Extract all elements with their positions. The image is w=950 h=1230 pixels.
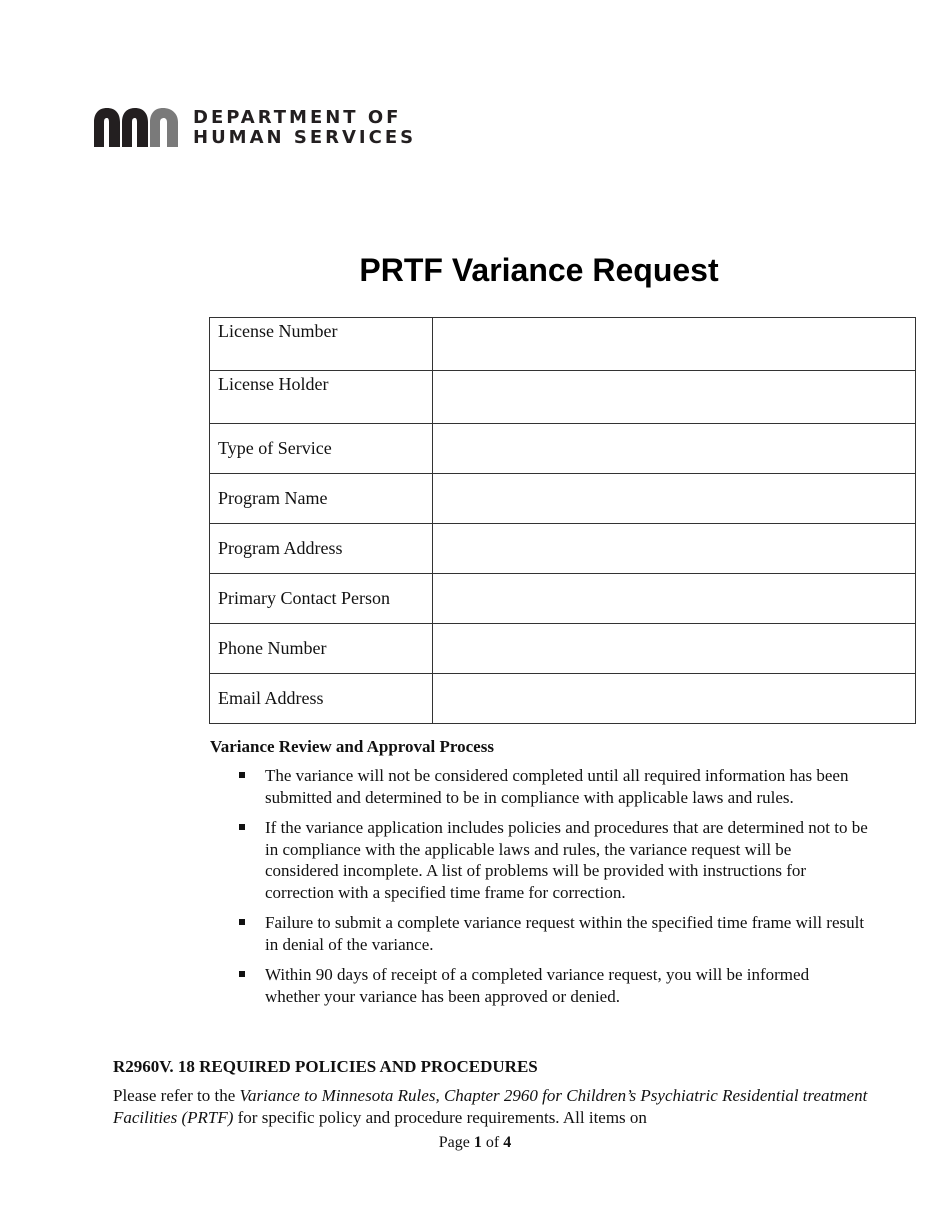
bullet-square-icon: [239, 971, 245, 977]
logo-line-2: HUMAN SERVICES: [193, 127, 417, 148]
field-label: License Holder: [210, 371, 433, 424]
table-row: [210, 574, 916, 624]
primary-contact-field[interactable]: [433, 574, 916, 624]
dhs-logo: [93, 108, 416, 148]
table-row: [210, 318, 916, 371]
license-holder-field[interactable]: [433, 371, 916, 424]
mn-logo-icon: [93, 108, 179, 148]
field-label: License Number: [210, 318, 433, 371]
table-row: [210, 524, 916, 574]
page-word: Page: [438, 1134, 470, 1151]
license-number-field[interactable]: [433, 318, 916, 371]
policies-heading: R2960V. 18 REQUIRED POLICIES AND PROCEDURES: [113, 1057, 538, 1076]
bullet-text: Failure to submit a complete variance request within the specified time frame will result in denial of the variance.: [265, 913, 865, 954]
policies-paragraph: [113, 1085, 873, 1129]
page-title: PRTF Variance Request: [359, 252, 719, 288]
applicant-info-table: [209, 317, 916, 724]
bullet-square-icon: [239, 824, 245, 830]
review-bullet-list: [238, 765, 868, 1016]
para-suffix: for specific policy and procedure requirements. All items on: [233, 1108, 647, 1127]
para-prefix: Please refer to the: [113, 1086, 240, 1105]
bullet-text: The variance will not be considered completed until all required information has been submitted and determined to be in compliance with applicable laws and rules.: [265, 766, 849, 807]
field-label: Phone Number: [210, 624, 433, 674]
logo-text: [193, 108, 416, 148]
table-row: [210, 624, 916, 674]
field-label: Program Address: [210, 524, 433, 574]
bullet-text: Within 90 days of receipt of a completed variance request, you will be informed whether your variance has been approved or denied.: [265, 965, 810, 1006]
program-address-field[interactable]: [433, 524, 916, 574]
bullet-square-icon: [239, 772, 245, 778]
bullet-text: If the variance application includes policies and procedures that are determined not to be in compliance with the applicable laws and rules, the variance request will be considered incomplete. A list of problems will be provided with instructions for correction with a specified time frame for correction.: [265, 818, 868, 902]
list-item: [238, 765, 868, 808]
type-of-service-field[interactable]: [433, 424, 916, 474]
field-label: Type of Service: [210, 424, 433, 474]
table-row: [210, 424, 916, 474]
list-item: [238, 964, 868, 1007]
program-name-field[interactable]: [433, 474, 916, 524]
current-page: 1: [473, 1134, 482, 1151]
table-row: [210, 474, 916, 524]
total-pages: 4: [503, 1134, 512, 1151]
review-heading: Variance Review and Approval Process: [210, 737, 494, 756]
table-row: [210, 371, 916, 424]
table-row: [210, 674, 916, 724]
bullet-square-icon: [239, 919, 245, 925]
list-item: [238, 817, 868, 903]
of-word: of: [485, 1134, 500, 1151]
phone-number-field[interactable]: [433, 624, 916, 674]
logo-line-1: DEPARTMENT OF: [193, 107, 402, 128]
email-address-field[interactable]: [433, 674, 916, 724]
field-label: Email Address: [210, 674, 433, 724]
para-italic-reference: Variance to Minnesota Rules, Chapter 2960 for Children’s Psychiatric Residential treatment Facilities (PRTF): [113, 1086, 868, 1127]
field-label: Program Name: [210, 474, 433, 524]
field-label: Primary Contact Person: [210, 574, 433, 624]
list-item: [238, 912, 868, 955]
page-footer: [0, 1134, 950, 1152]
